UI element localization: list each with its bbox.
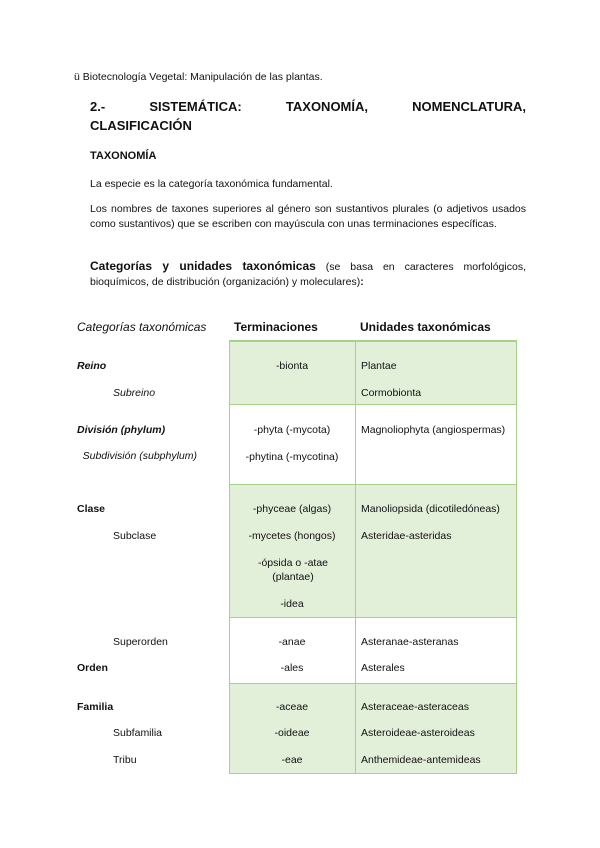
row-divider-4: [229, 683, 517, 684]
unit-superorden: Asteranae-asteranas: [361, 636, 459, 648]
unit-tribu: Anthemideae-antemideas: [361, 754, 481, 766]
ending-subfamilia: -oideae: [274, 727, 310, 739]
category-clase: Clase: [77, 503, 106, 515]
unit-clase: Manoliopsida (dicotiledóneas): [361, 503, 500, 515]
unit-subreino: Cormobionta: [361, 387, 422, 399]
unit-division: Magnoliophyta (angiospermas): [361, 424, 506, 436]
ending-division-1: -phyta (-mycota): [253, 424, 331, 436]
category-subfamilia: Subfamilia: [113, 727, 163, 739]
header-categories: Categorías taxonómicas: [77, 320, 207, 334]
section-word-2: TAXONOMÍA,: [285, 99, 368, 114]
section-number: 2.-: [90, 99, 106, 114]
section-heading-line2: CLASIFICACIÓN: [90, 118, 192, 133]
ending-superorden: -anae: [278, 636, 306, 648]
unit-subfamilia: Asteroideae-asteroideas: [361, 727, 475, 739]
unit-familia: Asteraceae-asteraceas: [361, 701, 469, 713]
ending-tribu: -eae: [281, 754, 303, 766]
section-word-3: NOMENCLATURA,: [412, 99, 526, 114]
categories-heading-bold: Categorías y unidades taxonómicas: [90, 259, 316, 273]
unit-subclase: Asteridae-asteridas: [361, 530, 452, 542]
paragraph-2: Los nombres de taxones superiores al género son sustantivos plurales (o adjetivos usados como sustantivos) que se escriben con mayúscula con unas terminaciones específicas.: [90, 203, 526, 230]
header-endings: Terminaciones: [234, 320, 318, 334]
ending-subclase-2: -ópsida o -atae (plantae): [257, 557, 329, 583]
row-divider-2: [229, 484, 517, 485]
category-familia: Familia: [77, 701, 114, 713]
ending-subclase-3: -idea: [280, 598, 304, 610]
subheading: TAXONOMÍA: [90, 150, 157, 162]
categories-heading-colon: :: [360, 276, 364, 288]
category-tribu: Tribu: [113, 754, 137, 766]
category-subdivision: Subdivisión (subphylum): [82, 450, 197, 462]
section-word-1: SISTEMÁTICA:: [149, 99, 242, 114]
table-top-rule: [229, 340, 517, 342]
ending-subclase-1: -mycetes (hongos): [248, 530, 336, 542]
section-heading: [90, 99, 526, 114]
unit-reino: Plantae: [361, 360, 397, 372]
category-division: División (phylum): [77, 424, 166, 436]
row-divider-1: [229, 404, 517, 405]
ending-clase: -phyceae (algas): [252, 503, 332, 515]
ending-orden: -ales: [280, 662, 304, 674]
category-orden: Orden: [77, 662, 108, 674]
categories-heading: [90, 259, 526, 290]
column-divider: [355, 341, 356, 774]
category-superorden: Superorden: [113, 636, 168, 648]
paragraph-1: La especie es la categoría taxonómica fundamental.: [90, 178, 333, 190]
unit-orden: Asterales: [361, 662, 405, 674]
header-line: ü Biotecnología Vegetal: Manipulación de las plantas.: [74, 71, 323, 83]
ending-division-2: -phytina (-mycotina): [245, 451, 339, 463]
ending-reino: -bionta: [275, 360, 309, 372]
categories-heading-note: (se basa en caracteres morfológicos, bioquímicos, de distribución (organización) y moleculares): [90, 261, 526, 288]
category-subreino: Subreino: [113, 387, 156, 399]
ending-familia: -aceae: [275, 701, 309, 713]
category-reino: Reino: [77, 360, 107, 372]
category-subclase: Subclase: [113, 530, 157, 542]
row-divider-3: [229, 617, 517, 618]
header-units: Unidades taxonómicas: [360, 320, 491, 334]
